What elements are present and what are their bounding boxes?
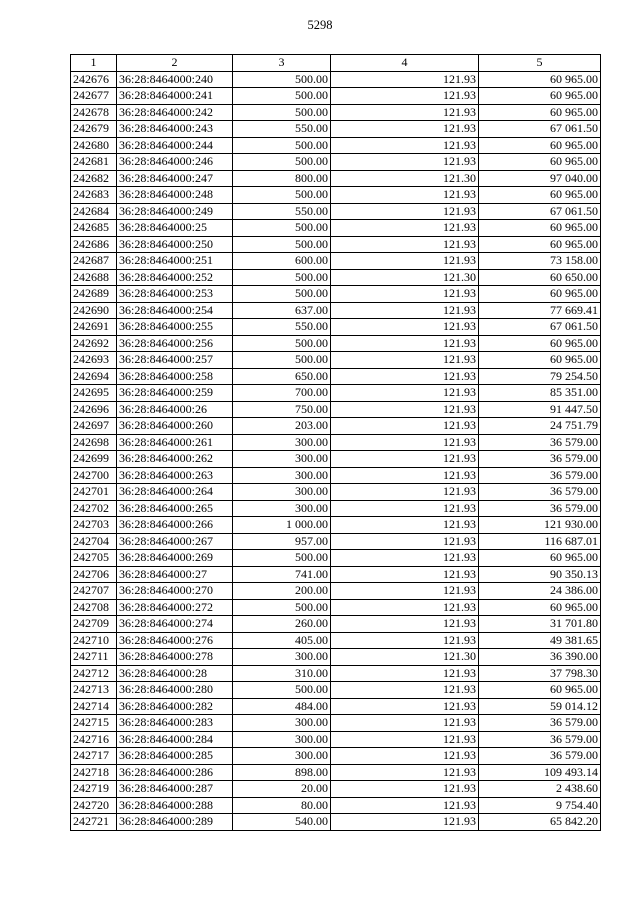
row-number-cell: 242714 <box>71 698 117 715</box>
table-row <box>71 698 601 715</box>
table-row <box>71 170 601 187</box>
area-cell: 540.00 <box>233 814 331 831</box>
value-cell: 90 350.13 <box>479 566 601 583</box>
cadastral-number-cell: 36:28:8464000:27 <box>117 566 233 583</box>
rate-cell: 121.93 <box>331 616 479 633</box>
cadastral-number-cell: 36:28:8464000:287 <box>117 781 233 798</box>
row-number-cell: 242682 <box>71 170 117 187</box>
table-row <box>71 302 601 319</box>
row-number-cell: 242680 <box>71 137 117 154</box>
rate-cell: 121.93 <box>331 418 479 435</box>
value-cell: 73 158.00 <box>479 253 601 270</box>
area-cell: 300.00 <box>233 748 331 765</box>
row-number-cell: 242683 <box>71 187 117 204</box>
table-row <box>71 500 601 517</box>
cadastral-number-cell: 36:28:8464000:269 <box>117 550 233 567</box>
cadastral-number-cell: 36:28:8464000:25 <box>117 220 233 237</box>
table-row <box>71 203 601 220</box>
value-cell: 24 751.79 <box>479 418 601 435</box>
area-cell: 484.00 <box>233 698 331 715</box>
row-number-cell: 242711 <box>71 649 117 666</box>
rate-cell: 121.93 <box>331 434 479 451</box>
area-cell: 500.00 <box>233 220 331 237</box>
row-number-cell: 242686 <box>71 236 117 253</box>
rate-cell: 121.93 <box>331 550 479 567</box>
value-cell: 109 493.14 <box>479 764 601 781</box>
table-row <box>71 814 601 831</box>
area-cell: 405.00 <box>233 632 331 649</box>
table-row <box>71 781 601 798</box>
cadastral-number-cell: 36:28:8464000:254 <box>117 302 233 319</box>
rate-cell: 121.93 <box>331 500 479 517</box>
cadastral-number-cell: 36:28:8464000:272 <box>117 599 233 616</box>
column-header-4: 4 <box>331 55 479 72</box>
rate-cell: 121.93 <box>331 698 479 715</box>
column-header-2: 2 <box>117 55 233 72</box>
row-number-cell: 242709 <box>71 616 117 633</box>
area-cell: 741.00 <box>233 566 331 583</box>
cadastral-number-cell: 36:28:8464000:26 <box>117 401 233 418</box>
area-cell: 500.00 <box>233 71 331 88</box>
rate-cell: 121.93 <box>331 566 479 583</box>
area-cell: 500.00 <box>233 236 331 253</box>
row-number-cell: 242681 <box>71 154 117 171</box>
area-cell: 750.00 <box>233 401 331 418</box>
cadastral-number-cell: 36:28:8464000:259 <box>117 385 233 402</box>
value-cell: 49 381.65 <box>479 632 601 649</box>
row-number-cell: 242689 <box>71 286 117 303</box>
row-number-cell: 242701 <box>71 484 117 501</box>
area-cell: 637.00 <box>233 302 331 319</box>
cadastral-number-cell: 36:28:8464000:252 <box>117 269 233 286</box>
rate-cell: 121.93 <box>331 71 479 88</box>
area-cell: 500.00 <box>233 599 331 616</box>
table-row <box>71 632 601 649</box>
table-row <box>71 616 601 633</box>
rate-cell: 121.30 <box>331 649 479 666</box>
cadastral-number-cell: 36:28:8464000:282 <box>117 698 233 715</box>
row-number-cell: 242688 <box>71 269 117 286</box>
row-number-cell: 242719 <box>71 781 117 798</box>
value-cell: 67 061.50 <box>479 203 601 220</box>
value-cell: 60 650.00 <box>479 269 601 286</box>
row-number-cell: 242703 <box>71 517 117 534</box>
rate-cell: 121.93 <box>331 286 479 303</box>
cadastral-number-cell: 36:28:8464000:248 <box>117 187 233 204</box>
cadastral-number-cell: 36:28:8464000:260 <box>117 418 233 435</box>
row-number-cell: 242697 <box>71 418 117 435</box>
row-number-cell: 242685 <box>71 220 117 237</box>
area-cell: 500.00 <box>233 286 331 303</box>
cadastral-number-cell: 36:28:8464000:240 <box>117 71 233 88</box>
area-cell: 20.00 <box>233 781 331 798</box>
area-cell: 1 000.00 <box>233 517 331 534</box>
area-cell: 898.00 <box>233 764 331 781</box>
table-row <box>71 797 601 814</box>
table-row <box>71 236 601 253</box>
table-body <box>71 71 601 830</box>
area-cell: 550.00 <box>233 203 331 220</box>
row-number-cell: 242693 <box>71 352 117 369</box>
table-row <box>71 401 601 418</box>
table-row <box>71 187 601 204</box>
row-number-cell: 242699 <box>71 451 117 468</box>
cadastral-number-cell: 36:28:8464000:267 <box>117 533 233 550</box>
rate-cell: 121.93 <box>331 154 479 171</box>
page-number: 5298 <box>307 18 333 32</box>
cadastral-number-cell: 36:28:8464000:244 <box>117 137 233 154</box>
rate-cell: 121.93 <box>331 467 479 484</box>
area-cell: 300.00 <box>233 434 331 451</box>
rate-cell: 121.93 <box>331 368 479 385</box>
rate-cell: 121.93 <box>331 187 479 204</box>
cadastral-number-cell: 36:28:8464000:258 <box>117 368 233 385</box>
rate-cell: 121.30 <box>331 269 479 286</box>
table-row <box>71 385 601 402</box>
rate-cell: 121.93 <box>331 88 479 105</box>
value-cell: 60 965.00 <box>479 682 601 699</box>
row-number-cell: 242713 <box>71 682 117 699</box>
table-row <box>71 649 601 666</box>
area-cell: 300.00 <box>233 500 331 517</box>
table-row <box>71 88 601 105</box>
value-cell: 24 386.00 <box>479 583 601 600</box>
table-row <box>71 352 601 369</box>
rate-cell: 121.93 <box>331 632 479 649</box>
table-header-row <box>71 55 601 72</box>
table-row <box>71 517 601 534</box>
rate-cell: 121.93 <box>331 781 479 798</box>
table-row <box>71 137 601 154</box>
rate-cell: 121.93 <box>331 137 479 154</box>
area-cell: 300.00 <box>233 649 331 666</box>
rate-cell: 121.93 <box>331 583 479 600</box>
cadastral-number-cell: 36:28:8464000:286 <box>117 764 233 781</box>
table-row <box>71 533 601 550</box>
value-cell: 37 798.30 <box>479 665 601 682</box>
table-row <box>71 335 601 352</box>
value-cell: 67 061.50 <box>479 319 601 336</box>
row-number-cell: 242700 <box>71 467 117 484</box>
value-cell: 79 254.50 <box>479 368 601 385</box>
row-number-cell: 242710 <box>71 632 117 649</box>
area-cell: 500.00 <box>233 352 331 369</box>
area-cell: 300.00 <box>233 715 331 732</box>
cadastral-number-cell: 36:28:8464000:276 <box>117 632 233 649</box>
area-cell: 500.00 <box>233 88 331 105</box>
value-cell: 60 965.00 <box>479 220 601 237</box>
table-row <box>71 748 601 765</box>
value-cell: 85 351.00 <box>479 385 601 402</box>
row-number-cell: 242698 <box>71 434 117 451</box>
area-cell: 500.00 <box>233 137 331 154</box>
column-header-3: 3 <box>233 55 331 72</box>
row-number-cell: 242706 <box>71 566 117 583</box>
table-row <box>71 764 601 781</box>
rate-cell: 121.93 <box>331 764 479 781</box>
cadastral-number-cell: 36:28:8464000:288 <box>117 797 233 814</box>
cadastral-number-cell: 36:28:8464000:246 <box>117 154 233 171</box>
rate-cell: 121.93 <box>331 748 479 765</box>
table-row <box>71 319 601 336</box>
value-cell: 60 965.00 <box>479 599 601 616</box>
value-cell: 116 687.01 <box>479 533 601 550</box>
rate-cell: 121.93 <box>331 319 479 336</box>
row-number-cell: 242695 <box>71 385 117 402</box>
table-row <box>71 451 601 468</box>
row-number-cell: 242702 <box>71 500 117 517</box>
cadastral-number-cell: 36:28:8464000:266 <box>117 517 233 534</box>
area-cell: 200.00 <box>233 583 331 600</box>
value-cell: 36 579.00 <box>479 731 601 748</box>
value-cell: 36 579.00 <box>479 748 601 765</box>
rate-cell: 121.93 <box>331 517 479 534</box>
table-row <box>71 253 601 270</box>
area-cell: 300.00 <box>233 451 331 468</box>
area-cell: 500.00 <box>233 154 331 171</box>
row-number-cell: 242717 <box>71 748 117 765</box>
value-cell: 36 579.00 <box>479 467 601 484</box>
table-row <box>71 104 601 121</box>
cadastral-number-cell: 36:28:8464000:283 <box>117 715 233 732</box>
table-row <box>71 121 601 138</box>
area-cell: 500.00 <box>233 269 331 286</box>
row-number-cell: 242720 <box>71 797 117 814</box>
table-row <box>71 550 601 567</box>
value-cell: 9 754.40 <box>479 797 601 814</box>
rate-cell: 121.93 <box>331 797 479 814</box>
table-row <box>71 418 601 435</box>
rate-cell: 121.93 <box>331 236 479 253</box>
row-number-cell: 242679 <box>71 121 117 138</box>
value-cell: 97 040.00 <box>479 170 601 187</box>
row-number-cell: 242692 <box>71 335 117 352</box>
area-cell: 300.00 <box>233 731 331 748</box>
area-cell: 310.00 <box>233 665 331 682</box>
value-cell: 60 965.00 <box>479 352 601 369</box>
area-cell: 957.00 <box>233 533 331 550</box>
rate-cell: 121.93 <box>331 682 479 699</box>
cadastral-number-cell: 36:28:8464000:251 <box>117 253 233 270</box>
value-cell: 60 965.00 <box>479 335 601 352</box>
row-number-cell: 242691 <box>71 319 117 336</box>
value-cell: 60 965.00 <box>479 236 601 253</box>
value-cell: 36 579.00 <box>479 500 601 517</box>
row-number-cell: 242718 <box>71 764 117 781</box>
row-number-cell: 242715 <box>71 715 117 732</box>
cadastral-number-cell: 36:28:8464000:250 <box>117 236 233 253</box>
table-row <box>71 286 601 303</box>
table-row <box>71 434 601 451</box>
value-cell: 67 061.50 <box>479 121 601 138</box>
cadastral-number-cell: 36:28:8464000:285 <box>117 748 233 765</box>
row-number-cell: 242694 <box>71 368 117 385</box>
table-row <box>71 715 601 732</box>
value-cell: 60 965.00 <box>479 104 601 121</box>
area-cell: 260.00 <box>233 616 331 633</box>
table-row <box>71 269 601 286</box>
rate-cell: 121.93 <box>331 385 479 402</box>
area-cell: 300.00 <box>233 484 331 501</box>
cadastral-number-cell: 36:28:8464000:265 <box>117 500 233 517</box>
area-cell: 500.00 <box>233 550 331 567</box>
rate-cell: 121.93 <box>331 335 479 352</box>
value-cell: 36 390.00 <box>479 649 601 666</box>
rate-cell: 121.93 <box>331 220 479 237</box>
rate-cell: 121.93 <box>331 104 479 121</box>
row-number-cell: 242678 <box>71 104 117 121</box>
cadastral-number-cell: 36:28:8464000:243 <box>117 121 233 138</box>
area-cell: 550.00 <box>233 121 331 138</box>
rate-cell: 121.93 <box>331 484 479 501</box>
table-row <box>71 484 601 501</box>
value-cell: 60 965.00 <box>479 71 601 88</box>
value-cell: 91 447.50 <box>479 401 601 418</box>
column-header-5: 5 <box>479 55 601 72</box>
rate-cell: 121.93 <box>331 121 479 138</box>
rate-cell: 121.93 <box>331 533 479 550</box>
table-row <box>71 220 601 237</box>
rate-cell: 121.93 <box>331 665 479 682</box>
value-cell: 60 965.00 <box>479 286 601 303</box>
table-row <box>71 368 601 385</box>
area-cell: 650.00 <box>233 368 331 385</box>
area-cell: 80.00 <box>233 797 331 814</box>
cadastral-number-cell: 36:28:8464000:241 <box>117 88 233 105</box>
cadastral-number-cell: 36:28:8464000:253 <box>117 286 233 303</box>
area-cell: 500.00 <box>233 104 331 121</box>
value-cell: 121 930.00 <box>479 517 601 534</box>
value-cell: 2 438.60 <box>479 781 601 798</box>
value-cell: 36 579.00 <box>479 715 601 732</box>
cadastral-number-cell: 36:28:8464000:249 <box>117 203 233 220</box>
rate-cell: 121.93 <box>331 203 479 220</box>
cadastral-number-cell: 36:28:8464000:270 <box>117 583 233 600</box>
column-header-1: 1 <box>71 55 117 72</box>
row-number-cell: 242687 <box>71 253 117 270</box>
value-cell: 60 965.00 <box>479 88 601 105</box>
rate-cell: 121.93 <box>331 401 479 418</box>
value-cell: 36 579.00 <box>479 484 601 501</box>
cadastral-number-cell: 36:28:8464000:257 <box>117 352 233 369</box>
value-cell: 36 579.00 <box>479 451 601 468</box>
area-cell: 500.00 <box>233 335 331 352</box>
cadastral-number-cell: 36:28:8464000:289 <box>117 814 233 831</box>
area-cell: 300.00 <box>233 467 331 484</box>
rate-cell: 121.93 <box>331 302 479 319</box>
table-row <box>71 599 601 616</box>
rate-cell: 121.30 <box>331 170 479 187</box>
value-cell: 60 965.00 <box>479 154 601 171</box>
table-row <box>71 566 601 583</box>
table-row <box>71 731 601 748</box>
data-table <box>70 54 601 831</box>
cadastral-number-cell: 36:28:8464000:263 <box>117 467 233 484</box>
cadastral-number-cell: 36:28:8464000:284 <box>117 731 233 748</box>
cadastral-number-cell: 36:28:8464000:255 <box>117 319 233 336</box>
row-number-cell: 242677 <box>71 88 117 105</box>
row-number-cell: 242684 <box>71 203 117 220</box>
row-number-cell: 242696 <box>71 401 117 418</box>
row-number-cell: 242721 <box>71 814 117 831</box>
value-cell: 36 579.00 <box>479 434 601 451</box>
rate-cell: 121.93 <box>331 715 479 732</box>
cadastral-number-cell: 36:28:8464000:242 <box>117 104 233 121</box>
table-row <box>71 467 601 484</box>
cadastral-number-cell: 36:28:8464000:280 <box>117 682 233 699</box>
row-number-cell: 242676 <box>71 71 117 88</box>
rate-cell: 121.93 <box>331 451 479 468</box>
cadastral-number-cell: 36:28:8464000:247 <box>117 170 233 187</box>
table-row <box>71 665 601 682</box>
cadastral-number-cell: 36:28:8464000:28 <box>117 665 233 682</box>
area-cell: 600.00 <box>233 253 331 270</box>
table-row <box>71 583 601 600</box>
cadastral-number-cell: 36:28:8464000:274 <box>117 616 233 633</box>
row-number-cell: 242705 <box>71 550 117 567</box>
value-cell: 77 669.41 <box>479 302 601 319</box>
rate-cell: 121.93 <box>331 731 479 748</box>
cadastral-number-cell: 36:28:8464000:264 <box>117 484 233 501</box>
value-cell: 31 701.80 <box>479 616 601 633</box>
rate-cell: 121.93 <box>331 814 479 831</box>
value-cell: 60 965.00 <box>479 137 601 154</box>
area-cell: 800.00 <box>233 170 331 187</box>
row-number-cell: 242716 <box>71 731 117 748</box>
value-cell: 60 965.00 <box>479 187 601 204</box>
row-number-cell: 242708 <box>71 599 117 616</box>
area-cell: 500.00 <box>233 682 331 699</box>
area-cell: 500.00 <box>233 187 331 204</box>
area-cell: 700.00 <box>233 385 331 402</box>
cadastral-number-cell: 36:28:8464000:261 <box>117 434 233 451</box>
table-row <box>71 682 601 699</box>
row-number-cell: 242707 <box>71 583 117 600</box>
value-cell: 60 965.00 <box>479 550 601 567</box>
cadastral-number-cell: 36:28:8464000:262 <box>117 451 233 468</box>
rate-cell: 121.93 <box>331 253 479 270</box>
area-cell: 203.00 <box>233 418 331 435</box>
cadastral-number-cell: 36:28:8464000:278 <box>117 649 233 666</box>
row-number-cell: 242690 <box>71 302 117 319</box>
table-row <box>71 154 601 171</box>
rate-cell: 121.93 <box>331 352 479 369</box>
row-number-cell: 242704 <box>71 533 117 550</box>
value-cell: 59 014.12 <box>479 698 601 715</box>
cadastral-number-cell: 36:28:8464000:256 <box>117 335 233 352</box>
table-row <box>71 71 601 88</box>
rate-cell: 121.93 <box>331 599 479 616</box>
row-number-cell: 242712 <box>71 665 117 682</box>
value-cell: 65 842.20 <box>479 814 601 831</box>
area-cell: 550.00 <box>233 319 331 336</box>
